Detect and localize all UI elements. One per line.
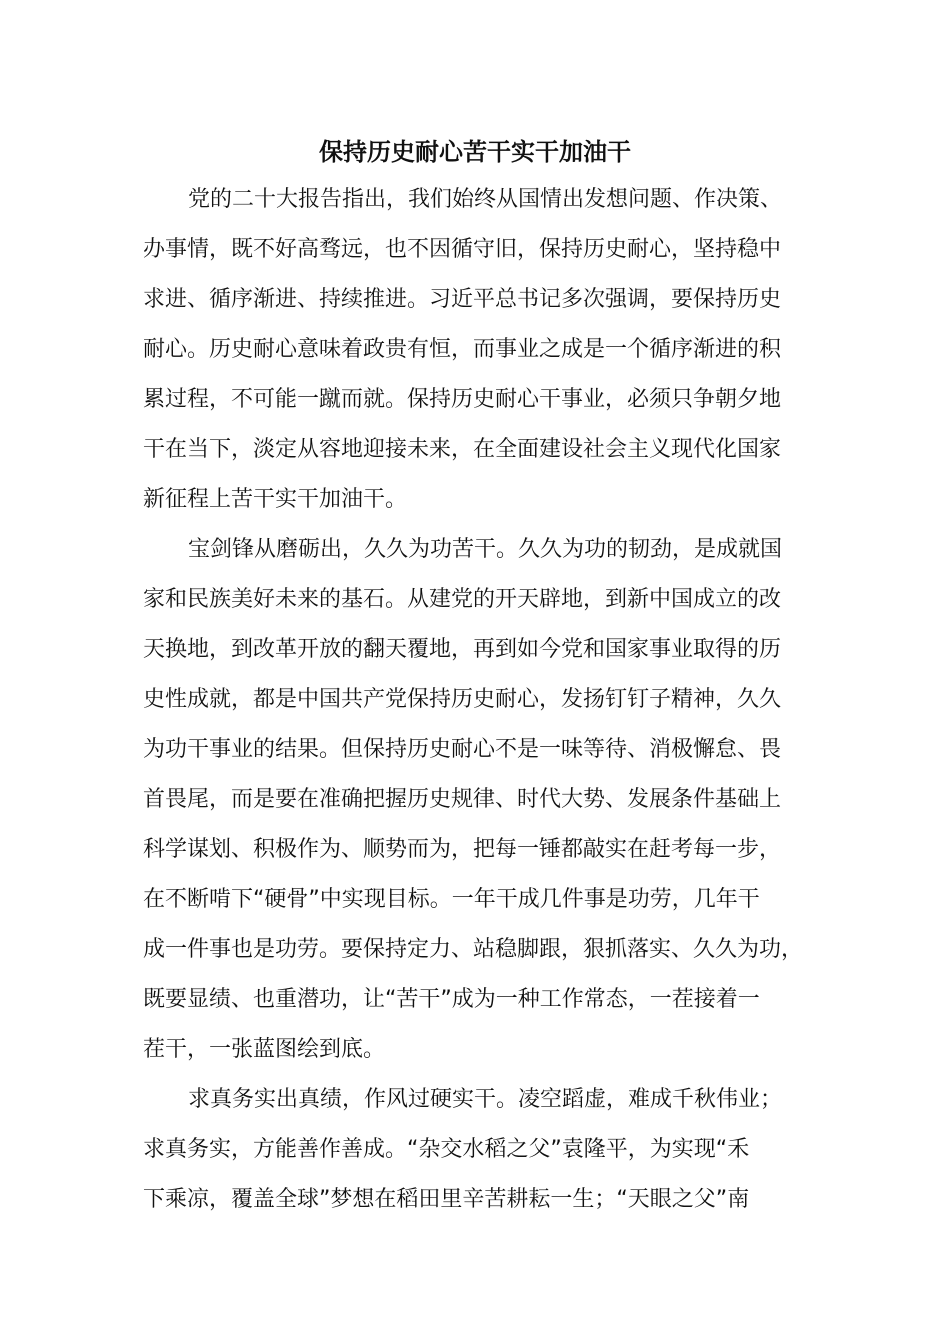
paragraph-1-line-2: 办事情，既不好高骛远，也不因循守旧，保持历史耐心，坚持稳中 — [143, 237, 782, 262]
paragraph-3-line-2: 求真务实，方能善作善成。“杂交水稻之父”袁隆平，为实现“禾 — [143, 1137, 750, 1162]
paragraph-2-line-3: 天换地，到改革开放的翻天覆地，再到如今党和国家事业取得的历 — [143, 637, 782, 662]
paragraph-1-line-7: 新征程上苦干实干加油干。 — [143, 487, 408, 512]
paragraph-1-line-1: 党的二十大报告指出，我们始终从国情出发想问题、作决策、 — [188, 187, 783, 212]
paragraph-2-line-7: 科学谋划、积极作为、顺势而为，把每一锤都敲实在赶考每一步， — [143, 837, 782, 862]
paragraph-1-line-3: 求进、循序渐进、持续推进。习近平总书记多次强调，要保持历史 — [143, 287, 782, 312]
paragraph-2-line-2: 家和民族美好未来的基石。从建党的开天辟地，到新中国成立的改 — [143, 587, 782, 612]
paragraph-2-line-8: 在不断啃下“硬骨”中实现目标。一年干成几件事是功劳，几年干 — [143, 887, 760, 912]
paragraph-2-line-9: 成一件事也是功劳。要保持定力、站稳脚跟，狠抓落实、久久为功， — [143, 937, 804, 962]
paragraph-3-line-1: 求真务实出真绩，作风过硬实干。凌空蹈虚，难成千秋伟业； — [188, 1087, 783, 1112]
paragraph-3-line-3: 下乘凉，覆盖全球”梦想在稻田里辛苦耕耘一生；“天眼之父”南 — [143, 1187, 750, 1212]
document-title: 保持历史耐心苦干实干加油干 — [319, 138, 631, 166]
paragraph-2-line-11: 茬干，一张蓝图绘到底。 — [143, 1037, 386, 1062]
paragraph-1-line-4: 耐心。历史耐心意味着政贵有恒，而事业之成是一个循序渐进的积 — [143, 337, 782, 362]
paragraph-2-line-5: 为功干事业的结果。但保持历史耐心不是一味等待、消极懈怠、畏 — [143, 737, 782, 762]
paragraph-2-line-6: 首畏尾，而是要在准确把握历史规律、时代大势、发展条件基础上 — [143, 787, 782, 812]
paragraph-1-line-6: 干在当下，淡定从容地迎接未来，在全面建设社会主义现代化国家 — [143, 437, 782, 462]
paragraph-1-line-5: 累过程，不可能一蹴而就。保持历史耐心干事业，必须只争朝夕地 — [143, 387, 782, 412]
paragraph-2-line-1: 宝剑锋从磨砺出，久久为功苦干。久久为功的韧劲，是成就国 — [188, 537, 783, 562]
paragraph-2-line-4: 史性成就，都是中国共产党保持历史耐心，发扬钉钉子精神，久久 — [143, 687, 782, 712]
paragraph-2-line-10: 既要显绩、也重潜功，让“苦干”成为一种工作常态，一茬接着一 — [143, 987, 760, 1012]
